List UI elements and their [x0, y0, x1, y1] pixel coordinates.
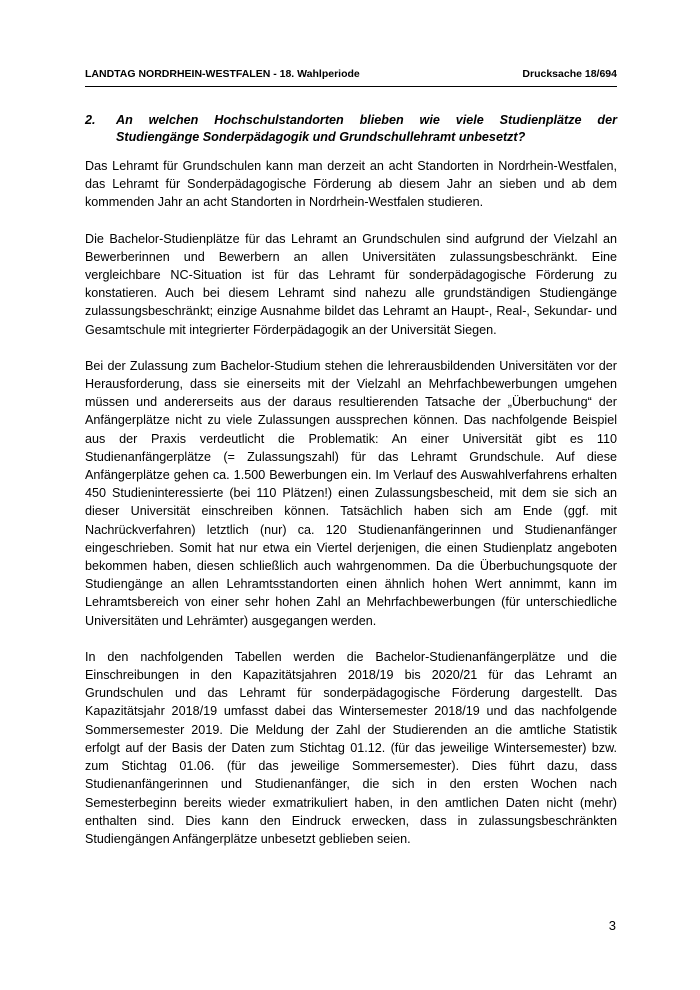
question-block: [85, 112, 617, 146]
header-document-number: Drucksache 18/694: [522, 68, 617, 80]
paragraph-admission-restrictions: Die Bachelor-Studienplätze für das Lehramt an Grundschulen sind aufgrund der Vielzahl an Bewerberinnen und Bewerbern an allen Universitäten zulassungsbeschränkt. Eine vergleichbare NC-Situation ist für das Lehramt für sonderpädagogische Förderung zu konstatieren. Auch bei diesem Lehramt sind nahezu alle grundständigen Studiengänge zulassungsbeschränkt; einzige Ausnahme bildet das Lehramt an Haupt-, Real-, Sekundar- und Gesamtschule mit integrierter Förderpädagogik an der Universität Siegen.: [85, 231, 617, 337]
question-text: An welchen Hochschulstandorten blieben wie viele Studienplätze der Studiengänge Sonderpädagogik und Grundschullehramt unbesetzt?: [116, 113, 617, 144]
page-number: 3: [608, 918, 616, 933]
paragraph-study-locations: Das Lehramt für Grundschulen kann man derzeit an acht Standorten in Nordrhein-Westfalen, das Lehramt für Sonderpädagogische Förderung ab diesem Jahr an sieben und ab dem kommenden Jahr an acht Standorten in Nordrhein-Westfalen studieren.: [85, 159, 617, 210]
answer-body: [85, 157, 617, 866]
paragraph-tables-explanation: In den nachfolgenden Tabellen werden die Bachelor-Studienanfängerplätze und die Einschreibungen in den Kapazitätsjahren 2018/19 bis 2020/21 für das Lehramt an Grundschulen und das Lehramt für sonderpädagogische Förderung dargestellt. Das Kapazitätsjahr 2018/19 umfasst dabei das Wintersemester 2018/19 und das nachfolgende Sommersemester 2019. Die Meldung der Zahl der Studierenden an die amtliche Statistik erfolgt auf der Basis der Daten zum Stichtag 01.12. (für das jeweilige Wintersemester) bzw. zum Stichtag 01.06. (für das jeweilige Sommersemester). Dies führt dazu, dass Studienanfängerinnen und Studienanfänger, die sich in den ersten Wochen nach Semesterbeginn bereits wieder exmatrikuliert haben, in den amtlichen Daten nicht (mehr) enthalten sind. Dies kann den Eindruck erwecken, dass in zulassungsbeschränkten Studiengängen Anfängerplätze unbesetzt geblieben seien.: [85, 649, 617, 846]
question-number: 2.: [85, 113, 96, 127]
paragraph-overbooking-example: Bei der Zulassung zum Bachelor-Studium stehen die lehrerausbildenden Universitäten vor der Herausforderung, dass sie einerseits mit der Vielzahl an Mehrfachbewerbungen umgehen müssen und andererseits aus der daraus resultierenden Tatsache der „Überbuchung“ der Anfängerplätze nicht zu viele Zulassungen aussprechen können. Das nachfolgende Beispiel aus der Praxis verdeutlicht die Problematik: An einer Universität gibt es 110 Studienanfängerplätze (= Zulassungszahl) für das Lehramt Grundschule. Auf diese Anfängerplätze gehen ca. 1.500 Bewerbungen ein. Im Verlauf des Auswahlverfahrens erhalten 450 Studieninteressierte (bei 110 Plätzen!) einen Zulassungsbescheid, mit dem sie sich an dieser Universität einschreiben können. Tatsächlich haben sich am Ende (ggf. mit Nachrückverfahren) letztlich (nur) ca. 120 Studienanfängerinnen und Studienanfänger eingeschrieben. Somit hat nur etwa ein Viertel derjenigen, die einen Studienplatz angeboten bekommen haben, diesen schließlich auch wahrgenommen. Da die Überbuchungsquote der Studiengänge an allen Lehramtsstandorten einen ähnlich hohen Wert annimmt, kann im Lehramtsbereich von einer sehr hohen Zahl an Mehrfachbewerbungen (für unterschiedliche Universitäten und Lehrämter) ausgegangen werden.: [85, 358, 617, 628]
header-parliament-title: LANDTAG NORDRHEIN-WESTFALEN - 18. Wahlperiode: [85, 68, 360, 80]
page-header: [85, 68, 617, 87]
